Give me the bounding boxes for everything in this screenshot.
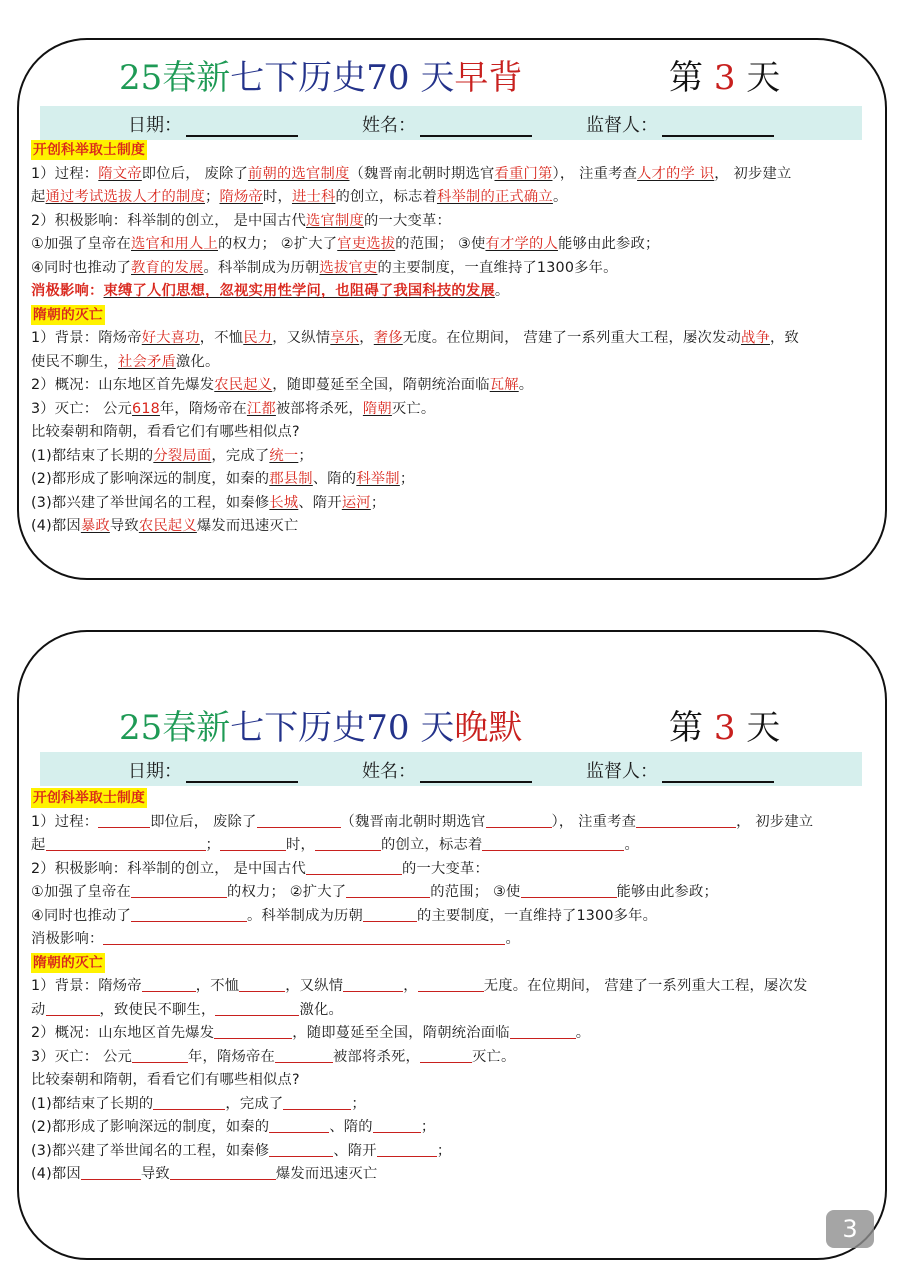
title-part-season: 25春新 xyxy=(119,708,231,748)
text-line: 3）灭亡： 公元618年，隋炀帝在江都被部将杀死，隋朝灭亡。 xyxy=(31,400,436,417)
text-line: ④同时也推动了教育的发展。科举制成为历朝选拔官吏的主要制度，一直维持了1300多年。 xyxy=(31,259,618,276)
answer-blank[interactable] xyxy=(636,812,736,828)
section-title-sui-fall: 隋朝的灭亡 xyxy=(33,306,103,323)
answer-blank[interactable] xyxy=(131,906,247,922)
text-line: 比较秦朝和隋朝，看看它们有哪些相似点? xyxy=(31,424,300,440)
answer-blank[interactable] xyxy=(420,1047,472,1063)
card-content xyxy=(31,787,877,1187)
answer-blank[interactable] xyxy=(214,1023,292,1039)
evening-dictation-card xyxy=(17,630,887,1260)
answer-blank[interactable] xyxy=(98,812,150,828)
answer-blank[interactable] xyxy=(131,882,227,898)
date-blank[interactable] xyxy=(186,765,298,783)
text-line: 起通过考试选拔人才的制度；隋炀帝时，进士科的创立，标志着科举制的正式确立。 xyxy=(31,189,568,205)
supervisor-blank[interactable] xyxy=(662,119,774,137)
name-blank[interactable] xyxy=(420,119,532,137)
section-heading xyxy=(31,952,877,976)
text-line: 2）积极影响：科举制的创立， 是中国古代选官制度的一大变革： xyxy=(31,212,451,229)
info-bar xyxy=(40,106,862,140)
answer-blank[interactable] xyxy=(521,882,617,898)
answer-blank[interactable] xyxy=(239,976,285,992)
text-line: 动 ，致使民不聊生， 激化。 xyxy=(31,1001,343,1018)
text-line: (4)都因暴政导致农民起义爆发而迅速灭亡 xyxy=(31,518,299,534)
info-bar xyxy=(40,752,862,786)
supervisor-blank[interactable] xyxy=(662,765,774,783)
day-prefix: 第 xyxy=(669,708,703,748)
supervisor-label: 监督人： xyxy=(586,761,658,782)
text-line: (3)都兴建了举世闻名的工程，如秦修 、隋开 ； xyxy=(31,1142,452,1159)
text-line: 2）概况：山东地区首先爆发 ，随即蔓延至全国，隋朝统治面临 。 xyxy=(31,1025,591,1041)
answer-blank[interactable] xyxy=(283,1094,351,1110)
text-line: 消极影响：束缚了人们思想，忽视实用性学问，也阻碍了我国科技的发展。 xyxy=(31,283,510,299)
answer-blank[interactable] xyxy=(373,1117,421,1133)
answer-blank[interactable] xyxy=(46,835,206,851)
name-blank[interactable] xyxy=(420,765,532,783)
day-number: 3 xyxy=(713,708,736,748)
section-heading xyxy=(31,304,877,328)
morning-recitation-card xyxy=(17,38,887,580)
section-title-sui-fall: 隋朝的灭亡 xyxy=(33,954,103,971)
answer-blank[interactable] xyxy=(132,1047,188,1063)
text-line: (2)都形成了影响深远的制度，如秦的 、隋的 ； xyxy=(31,1119,436,1135)
supervisor-field[interactable] xyxy=(586,757,774,783)
answer-blank[interactable] xyxy=(275,1047,333,1063)
title-part-subject: 七下历史70 天 xyxy=(230,58,455,98)
date-blank[interactable] xyxy=(186,119,298,137)
title-part-subject: 七下历史70 天 xyxy=(230,708,455,748)
answer-blank[interactable] xyxy=(153,1094,225,1110)
answer-blank[interactable] xyxy=(269,1141,333,1157)
day-suffix: 天 xyxy=(746,58,781,98)
day-counter xyxy=(669,700,780,749)
date-field[interactable] xyxy=(128,757,298,783)
answer-blank[interactable] xyxy=(142,976,196,992)
answer-blank[interactable] xyxy=(482,835,624,851)
text-line: (3)都兴建了举世闻名的工程，如秦修长城、隋开运河； xyxy=(31,494,386,511)
answer-blank[interactable] xyxy=(306,859,402,875)
answer-blank[interactable] xyxy=(215,1000,299,1016)
section-heading xyxy=(31,139,877,163)
text-line: 3）灭亡： 公元 年，隋炀帝在 被部将杀死， 灭亡。 xyxy=(31,1048,516,1065)
day-number: 3 xyxy=(713,58,736,98)
answer-blank[interactable] xyxy=(46,1000,100,1016)
section-title-keju: 开创科举取士制度 xyxy=(33,142,145,158)
title-part-season: 25春新 xyxy=(119,58,231,98)
answer-blank[interactable] xyxy=(315,835,381,851)
text-line: (1)都结束了长期的分裂局面，完成了统一； xyxy=(31,447,313,464)
answer-blank[interactable] xyxy=(377,1141,437,1157)
name-field[interactable] xyxy=(362,757,532,783)
text-line: 比较秦朝和隋朝，看看它们有哪些相似点? xyxy=(31,1072,300,1088)
text-line: 起 ； 时， 的创立，标志着 。 xyxy=(31,837,639,853)
answer-blank[interactable] xyxy=(363,906,417,922)
answer-blank[interactable] xyxy=(220,835,286,851)
text-line: (1)都结束了长期的 ，完成了 ； xyxy=(31,1095,366,1112)
card-content xyxy=(31,139,877,539)
text-line: ①加强了皇帝在选官和用人上的权力； ②扩大了官吏选拔的范围； ③使有才学的人能够由此参政； xyxy=(31,236,660,252)
title-part-mode: 晚默 xyxy=(454,708,523,748)
date-label: 日期： xyxy=(128,761,182,782)
text-line: ①加强了皇帝在 的权力； ②扩大了 的范围； ③使 能够由此参政； xyxy=(31,884,718,900)
day-counter xyxy=(669,50,780,99)
text-line: 1）背景：隋炀帝 ，不恤 ，又纵情 ， 无度。在位期间， 营建了一系列重大工程，屡次发 xyxy=(31,978,808,994)
answer-blank[interactable] xyxy=(170,1164,276,1180)
answer-blank[interactable] xyxy=(346,882,430,898)
name-label: 姓名： xyxy=(362,761,416,782)
text-line: 使民不聊生，社会矛盾激化。 xyxy=(31,353,220,370)
date-label: 日期： xyxy=(128,115,182,136)
card-title-row xyxy=(19,50,885,110)
supervisor-label: 监督人： xyxy=(586,115,658,136)
text-line: 2）概况：山东地区首先爆发农民起义，随即蔓延至全国，隋朝统治面临瓦解。 xyxy=(31,377,534,393)
name-field[interactable] xyxy=(362,111,532,137)
text-line: (2)都形成了影响深远的制度，如秦的郡县制、隋的科举制； xyxy=(31,471,415,487)
text-line: 2）积极影响：科举制的创立， 是中国古代 的一大变革： xyxy=(31,860,489,877)
text-line: 1）过程：隋文帝即位后， 废除了前朝的选官制度（魏晋南北朝时期选官看重门第）， 注重考查人才的学 识， 初步建立 xyxy=(31,165,792,182)
supervisor-field[interactable] xyxy=(586,111,774,137)
answer-blank[interactable] xyxy=(510,1023,576,1039)
day-prefix: 第 xyxy=(669,58,703,98)
card-title-row xyxy=(19,700,885,760)
answer-blank[interactable] xyxy=(257,812,341,828)
answer-blank[interactable] xyxy=(269,1117,329,1133)
text-line: 消极影响： 。 xyxy=(31,931,520,947)
answer-blank[interactable] xyxy=(343,976,403,992)
answer-blank[interactable] xyxy=(81,1164,141,1180)
date-field[interactable] xyxy=(128,111,298,137)
answer-blank[interactable] xyxy=(103,929,505,945)
card-title xyxy=(119,50,522,99)
text-line: (4)都因 导致 爆发而迅速灭亡 xyxy=(31,1166,378,1182)
name-label: 姓名： xyxy=(362,115,416,136)
answer-blank[interactable] xyxy=(486,812,552,828)
text-line: ④同时也推动了 。科举制成为历朝 的主要制度，一直维持了1300多年。 xyxy=(31,907,658,924)
answer-blank[interactable] xyxy=(418,976,484,992)
day-suffix: 天 xyxy=(746,708,781,748)
text-line: 1）过程： 即位后， 废除了 （魏晋南北朝时期选官 ）， 注重考查 ， 初步建立 xyxy=(31,813,814,830)
card-title xyxy=(119,700,522,749)
text-line: 1）背景：隋炀帝好大喜功，不恤民力，又纵情享乐，奢侈无度。在位期间， 营建了一系列重大工程，屡次发动战争，致 xyxy=(31,330,799,346)
section-title-keju: 开创科举取士制度 xyxy=(33,790,145,806)
page-number-badge: 3 xyxy=(826,1210,874,1248)
section-heading xyxy=(31,787,877,811)
title-part-mode: 早背 xyxy=(454,58,523,98)
